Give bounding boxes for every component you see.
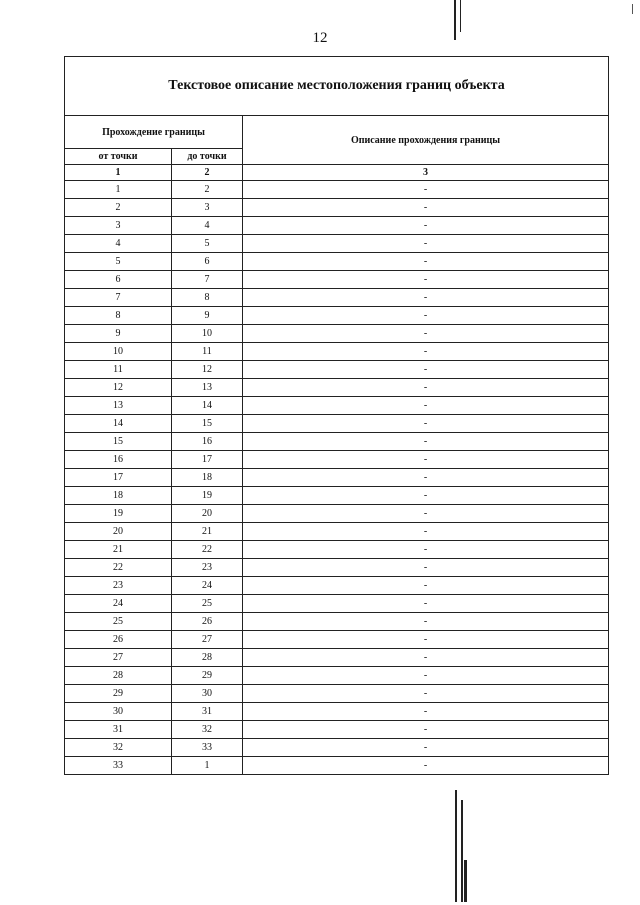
table-title: Текстовое описание местоположения границ объекта xyxy=(65,57,609,116)
cell-to-point: 8 xyxy=(172,289,243,307)
cell-to-point: 25 xyxy=(172,595,243,613)
table-row xyxy=(65,361,609,379)
table-row xyxy=(65,649,609,667)
cell-to-point: 32 xyxy=(172,721,243,739)
cell-from-point: 12 xyxy=(65,379,172,397)
cell-from-point: 10 xyxy=(65,343,172,361)
cell-description: - xyxy=(243,415,609,433)
cell-to-point: 30 xyxy=(172,685,243,703)
cell-to-point: 24 xyxy=(172,577,243,595)
cell-from-point: 25 xyxy=(65,613,172,631)
cell-to-point: 29 xyxy=(172,667,243,685)
cell-description: - xyxy=(243,235,609,253)
table-row xyxy=(65,523,609,541)
cell-from-point: 23 xyxy=(65,577,172,595)
cell-description: - xyxy=(243,703,609,721)
table-row xyxy=(65,505,609,523)
table-row xyxy=(65,181,609,199)
header-from-point: от точки xyxy=(65,149,172,165)
cell-to-point: 12 xyxy=(172,361,243,379)
cell-from-point: 19 xyxy=(65,505,172,523)
table-row xyxy=(65,307,609,325)
table-row xyxy=(65,271,609,289)
cell-from-point: 16 xyxy=(65,451,172,469)
column-number: 1 xyxy=(65,165,172,181)
cell-from-point: 13 xyxy=(65,397,172,415)
table-row xyxy=(65,613,609,631)
table-row xyxy=(65,397,609,415)
cell-description: - xyxy=(243,397,609,415)
cell-to-point: 22 xyxy=(172,541,243,559)
table-row xyxy=(65,541,609,559)
table-row xyxy=(65,451,609,469)
cell-to-point: 1 xyxy=(172,757,243,775)
cell-from-point: 24 xyxy=(65,595,172,613)
cell-description: - xyxy=(243,505,609,523)
cell-to-point: 31 xyxy=(172,703,243,721)
cell-to-point: 28 xyxy=(172,649,243,667)
table-row xyxy=(65,199,609,217)
header-boundary-passage: Прохождение границы xyxy=(65,116,243,149)
cell-from-point: 32 xyxy=(65,739,172,757)
table-row xyxy=(65,721,609,739)
cell-description: - xyxy=(243,649,609,667)
table-row xyxy=(65,235,609,253)
cell-to-point: 21 xyxy=(172,523,243,541)
table-row xyxy=(65,685,609,703)
cell-description: - xyxy=(243,613,609,631)
cell-from-point: 4 xyxy=(65,235,172,253)
table-row xyxy=(65,487,609,505)
cell-description: - xyxy=(243,559,609,577)
cell-to-point: 4 xyxy=(172,217,243,235)
cell-description: - xyxy=(243,631,609,649)
cell-from-point: 14 xyxy=(65,415,172,433)
table-row xyxy=(65,343,609,361)
cell-description: - xyxy=(243,757,609,775)
column-number: 3 xyxy=(243,165,609,181)
cell-description: - xyxy=(243,361,609,379)
table-row xyxy=(65,703,609,721)
cell-from-point: 7 xyxy=(65,289,172,307)
cell-from-point: 26 xyxy=(65,631,172,649)
cell-description: - xyxy=(243,181,609,199)
cell-to-point: 11 xyxy=(172,343,243,361)
table-row xyxy=(65,325,609,343)
cell-to-point: 14 xyxy=(172,397,243,415)
cell-to-point: 18 xyxy=(172,469,243,487)
header-description: Описание прохождения границы xyxy=(243,116,609,165)
cell-to-point: 10 xyxy=(172,325,243,343)
cell-description: - xyxy=(243,325,609,343)
table-row xyxy=(65,757,609,775)
cell-to-point: 7 xyxy=(172,271,243,289)
scan-artifact-line xyxy=(455,790,457,902)
cell-to-point: 2 xyxy=(172,181,243,199)
column-number: 2 xyxy=(172,165,243,181)
table-row xyxy=(65,379,609,397)
table-row xyxy=(65,667,609,685)
cell-description: - xyxy=(243,541,609,559)
cell-from-point: 18 xyxy=(65,487,172,505)
table-row xyxy=(65,559,609,577)
cell-description: - xyxy=(243,685,609,703)
cell-from-point: 20 xyxy=(65,523,172,541)
cell-description: - xyxy=(243,523,609,541)
cell-to-point: 3 xyxy=(172,199,243,217)
cell-description: - xyxy=(243,739,609,757)
cell-description: - xyxy=(243,199,609,217)
cell-to-point: 33 xyxy=(172,739,243,757)
scan-artifact-line xyxy=(461,800,463,902)
cell-from-point: 22 xyxy=(65,559,172,577)
cell-description: - xyxy=(243,271,609,289)
scan-artifact-line xyxy=(632,4,633,14)
scan-artifact-line xyxy=(464,860,467,902)
cell-to-point: 26 xyxy=(172,613,243,631)
table-row xyxy=(65,217,609,235)
table-row xyxy=(65,739,609,757)
cell-description: - xyxy=(243,307,609,325)
cell-from-point: 1 xyxy=(65,181,172,199)
cell-from-point: 33 xyxy=(65,757,172,775)
cell-from-point: 6 xyxy=(65,271,172,289)
boundary-description-table xyxy=(64,56,609,775)
cell-from-point: 2 xyxy=(65,199,172,217)
cell-description: - xyxy=(243,469,609,487)
cell-from-point: 29 xyxy=(65,685,172,703)
header-to-point: до точки xyxy=(172,149,243,165)
cell-description: - xyxy=(243,253,609,271)
cell-from-point: 3 xyxy=(65,217,172,235)
cell-from-point: 21 xyxy=(65,541,172,559)
cell-from-point: 9 xyxy=(65,325,172,343)
cell-description: - xyxy=(243,721,609,739)
cell-description: - xyxy=(243,343,609,361)
table-row xyxy=(65,289,609,307)
cell-from-point: 30 xyxy=(65,703,172,721)
table-row xyxy=(65,595,609,613)
cell-to-point: 16 xyxy=(172,433,243,451)
cell-to-point: 5 xyxy=(172,235,243,253)
page-number: 12 xyxy=(312,30,328,46)
table-row xyxy=(65,469,609,487)
cell-description: - xyxy=(243,217,609,235)
cell-to-point: 20 xyxy=(172,505,243,523)
cell-to-point: 23 xyxy=(172,559,243,577)
cell-to-point: 9 xyxy=(172,307,243,325)
cell-description: - xyxy=(243,289,609,307)
cell-from-point: 15 xyxy=(65,433,172,451)
cell-from-point: 11 xyxy=(65,361,172,379)
cell-from-point: 17 xyxy=(65,469,172,487)
table-row xyxy=(65,253,609,271)
table-row xyxy=(65,577,609,595)
cell-to-point: 15 xyxy=(172,415,243,433)
column-number-row xyxy=(65,165,609,181)
cell-from-point: 27 xyxy=(65,649,172,667)
cell-description: - xyxy=(243,487,609,505)
table-row xyxy=(65,631,609,649)
cell-description: - xyxy=(243,379,609,397)
table-row xyxy=(65,433,609,451)
scan-artifact-line xyxy=(460,0,461,32)
cell-to-point: 19 xyxy=(172,487,243,505)
cell-to-point: 27 xyxy=(172,631,243,649)
cell-from-point: 31 xyxy=(65,721,172,739)
cell-description: - xyxy=(243,451,609,469)
cell-to-point: 17 xyxy=(172,451,243,469)
cell-description: - xyxy=(243,433,609,451)
cell-description: - xyxy=(243,577,609,595)
cell-to-point: 13 xyxy=(172,379,243,397)
cell-to-point: 6 xyxy=(172,253,243,271)
table-row xyxy=(65,415,609,433)
boundary-description-table-frame xyxy=(64,56,608,775)
cell-description: - xyxy=(243,667,609,685)
scan-artifact-line xyxy=(454,0,456,40)
cell-description: - xyxy=(243,595,609,613)
cell-from-point: 28 xyxy=(65,667,172,685)
cell-from-point: 8 xyxy=(65,307,172,325)
cell-from-point: 5 xyxy=(65,253,172,271)
